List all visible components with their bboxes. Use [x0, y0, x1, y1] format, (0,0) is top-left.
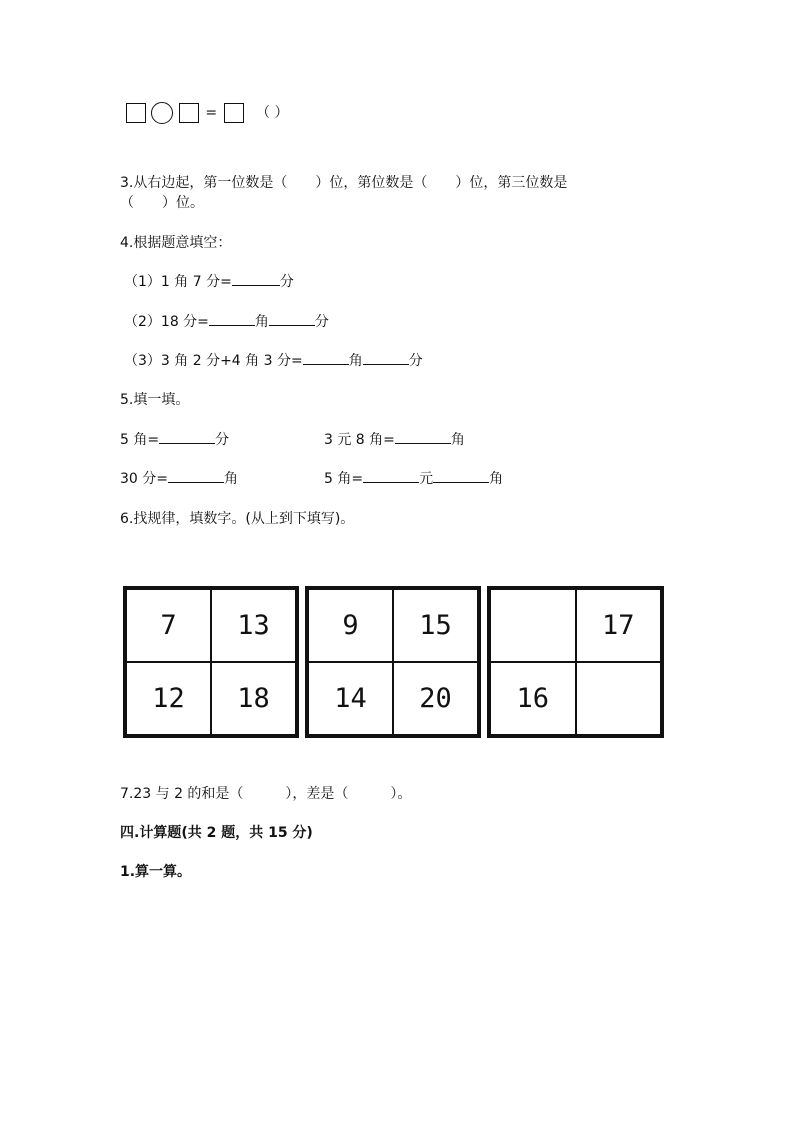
answer-paren: （ ） — [256, 105, 289, 121]
unit-label: 角 — [489, 471, 504, 487]
answer-blank[interactable] — [395, 429, 451, 444]
question-3-line2: （ ）位。 — [120, 195, 204, 211]
answer-blank[interactable] — [303, 350, 349, 365]
question-5-item-b — [324, 429, 465, 449]
answer-blank[interactable] — [168, 468, 224, 483]
question-7: 7.23 与 2 的和是（ ），差是（ ）。 — [120, 786, 412, 802]
number-grid-3 — [487, 586, 664, 738]
section-4-title: 四.计算题(共 2 题，共 15 分) — [120, 825, 313, 841]
equals-sign: = — [205, 105, 218, 121]
number-grid-2 — [305, 586, 481, 738]
question-6-title: 6.找规律，填数字。(从上到下填写)。 — [120, 511, 355, 527]
item-text: 5 角= — [120, 432, 160, 448]
item-text: （3）3 角 2 分+4 角 3 分= — [124, 353, 303, 369]
answer-blank[interactable] — [363, 468, 419, 483]
section-4-question-1-title: 1.算一算。 — [120, 864, 192, 880]
grid-cell: 15 — [393, 589, 478, 662]
answer-blank[interactable] — [159, 429, 215, 444]
unit-label: 元 — [419, 471, 434, 487]
unit-label: 角 — [224, 471, 238, 487]
question-5-item-d — [324, 468, 503, 488]
grid-cell: 16 — [490, 662, 576, 735]
unit-label: 角 — [348, 353, 363, 369]
empty-box — [126, 103, 146, 123]
answer-blank[interactable] — [433, 468, 489, 483]
grid-cell: 12 — [126, 662, 211, 735]
question-4-item-1 — [124, 271, 294, 291]
grid-cell: 14 — [308, 662, 393, 735]
grid-cell: 20 — [393, 662, 478, 735]
unit-label: 分 — [279, 274, 294, 290]
grid-cell-blank[interactable] — [576, 662, 662, 735]
unit-label: 角 — [254, 314, 269, 330]
unit-label: 分 — [408, 353, 423, 369]
empty-circle — [151, 102, 173, 124]
grid-cell: 7 — [126, 589, 211, 662]
answer-blank[interactable] — [209, 311, 255, 326]
question-4-title: 4.根据题意填空： — [120, 235, 232, 251]
question-3-line1: 3.从右边起，第一位数是（ ）位，第位数是（ ）位，第三位数是 — [120, 175, 568, 191]
unit-label: 分 — [314, 314, 329, 330]
grid-cell: 13 — [211, 589, 296, 662]
question-4-item-2 — [124, 311, 329, 331]
grid-cell-blank[interactable] — [490, 589, 576, 662]
empty-box — [224, 103, 244, 123]
item-text: （1）1 角 7 分= — [124, 274, 232, 290]
empty-box — [179, 103, 199, 123]
item-text: 30 分= — [120, 471, 168, 487]
unit-label: 角 — [450, 432, 465, 448]
answer-blank[interactable] — [232, 271, 280, 286]
unit-label: 分 — [215, 432, 230, 448]
item-text: 3 元 8 角= — [324, 432, 395, 448]
answer-blank[interactable] — [363, 350, 409, 365]
item-text: 5 角= — [324, 471, 364, 487]
item-text: （2）18 分= — [124, 314, 209, 330]
question-5-title: 5.填一填。 — [120, 392, 190, 408]
grid-cell: 18 — [211, 662, 296, 735]
answer-blank[interactable] — [269, 311, 315, 326]
equation-template — [126, 102, 288, 124]
question-5-item-c — [120, 468, 238, 488]
grid-cell: 17 — [576, 589, 662, 662]
number-grid-1 — [123, 586, 299, 738]
question-5-item-a — [120, 429, 229, 449]
question-4-item-3 — [124, 350, 423, 370]
grid-cell: 9 — [308, 589, 393, 662]
